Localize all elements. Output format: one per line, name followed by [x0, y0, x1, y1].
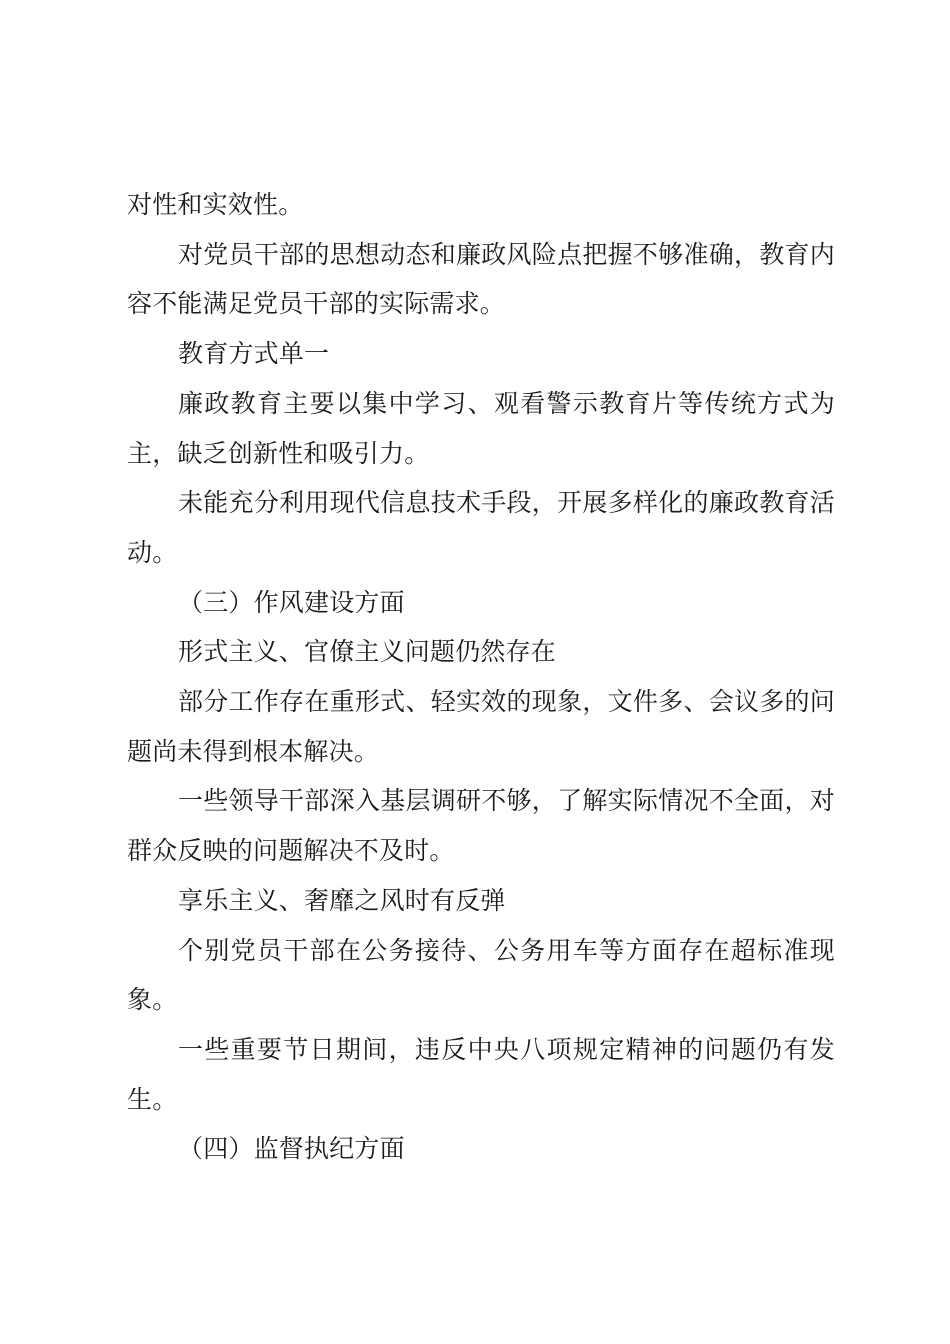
paragraph: 未能充分利用现代信息技术手段，开展多样化的廉政教育活动。	[127, 488, 835, 567]
subheading: 教育方式单一	[178, 339, 330, 369]
section-heading: （四）监督执纪方面	[178, 1134, 405, 1164]
paragraph: 一些领导干部深入基层调研不够，了解实际情况不全面，对群众反映的问题解决不及时。	[127, 786, 835, 866]
subheading: 享乐主义、奢靡之风时有反弹	[178, 885, 506, 915]
document-body	[127, 180, 835, 1174]
paragraph-continuation: 对性和实效性。	[127, 190, 304, 219]
paragraph: 部分工作存在重形式、轻实效的现象，文件多、会议多的问题尚未得到根本解决。	[127, 687, 835, 766]
paragraph: 对党员干部的思想动态和廉政风险点把握不够准确，教育内容不能满足党员干部的实际需求。	[127, 239, 835, 319]
paragraph: 廉政教育主要以集中学习、观看警示教育片等传统方式为主，缺乏创新性和吸引力。	[127, 388, 835, 468]
paragraph: 一些重要节日期间，违反中央八项规定精神的问题仍有发生。	[127, 1034, 835, 1114]
paragraph: 个别党员干部在公务接待、公务用车等方面存在超标准现象。	[127, 935, 835, 1015]
subheading: 形式主义、官僚主义问题仍然存在	[178, 637, 557, 667]
section-heading: （三）作风建设方面	[178, 587, 405, 617]
